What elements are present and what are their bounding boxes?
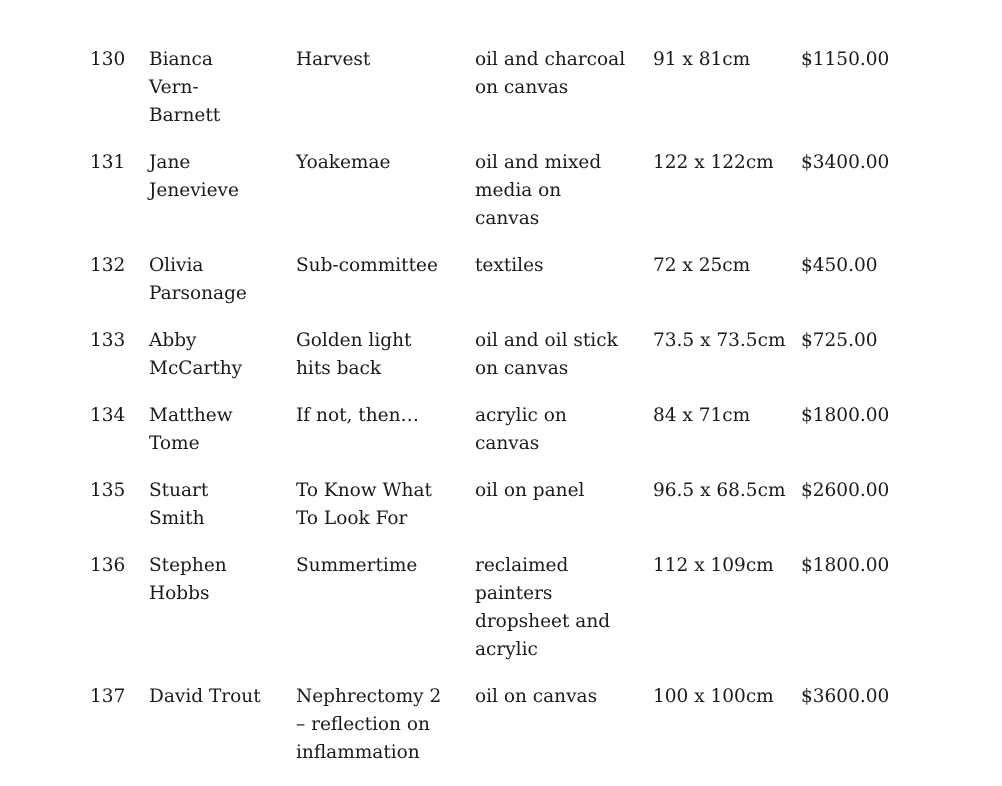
entry-size: 84 x 71cm [653,405,751,426]
entry-medium: reclaimed painters dropsheet and acrylic [475,555,611,660]
entry-artist: Bianca Vern-Barnett [149,49,221,126]
entry-artist: Olivia Parsonage [149,255,247,304]
entry-price: $1800.00 [801,405,890,426]
entry-number: 131 [90,152,126,173]
entry-number: 134 [90,405,126,426]
entry-title: Sub-committee [296,255,438,276]
entry-size: 96.5 x 68.5cm [653,480,786,501]
entry-size: 100 x 100cm [653,686,774,707]
entry-title: Nephrectomy 2 – reflection on inflammation [296,686,442,763]
entry-medium: oil on canvas [475,686,598,707]
catalogue-entry [90,552,910,664]
entry-artist: Matthew Tome [149,405,233,454]
entry-number: 136 [90,555,126,576]
entry-artist: David Trout [149,686,261,707]
catalogue-entry [90,683,910,767]
entry-price: $1150.00 [801,49,890,70]
catalogue-entry [90,46,910,130]
entry-medium: oil and oil stick on canvas [475,330,618,379]
entry-medium: acrylic on canvas [475,405,567,454]
entry-size: 112 x 109cm [653,555,774,576]
entry-price: $450.00 [801,255,878,276]
catalogue-entry [90,327,910,383]
entry-medium: oil and charcoal on canvas [475,49,626,98]
entry-medium: oil and mixed media on canvas [475,152,602,229]
entry-number: 133 [90,330,126,351]
entry-title: Golden light hits back [296,330,412,379]
catalogue-list [90,46,910,786]
entry-number: 130 [90,49,126,70]
entry-title: Yoakemae [296,152,391,173]
entry-artist: Stephen Hobbs [149,555,227,604]
entry-title: To Know What To Look For [296,480,432,529]
entry-medium: textiles [475,255,544,276]
entry-price: $3600.00 [801,686,890,707]
entry-number: 135 [90,480,126,501]
entry-artist: Abby McCarthy [149,330,243,379]
entry-size: 73.5 x 73.5cm [653,330,786,351]
entry-number: 137 [90,686,126,707]
entry-price: $3400.00 [801,152,890,173]
entry-artist: Jane Jenevieve [149,152,239,201]
catalogue-entry [90,252,910,308]
entry-size: 122 x 122cm [653,152,774,173]
entry-title: If not, then… [296,405,419,426]
entry-size: 72 x 25cm [653,255,751,276]
entry-artist: Stuart Smith [149,480,209,529]
entry-title: Harvest [296,49,371,70]
entry-title: Summertime [296,555,418,576]
entry-price: $1800.00 [801,555,890,576]
entry-size: 91 x 81cm [653,49,751,70]
catalogue-entry [90,149,910,233]
entry-medium: oil on panel [475,480,585,501]
catalogue-entry [90,402,910,458]
catalogue-entry [90,477,910,533]
entry-price: $2600.00 [801,480,890,501]
entry-price: $725.00 [801,330,878,351]
entry-number: 132 [90,255,126,276]
